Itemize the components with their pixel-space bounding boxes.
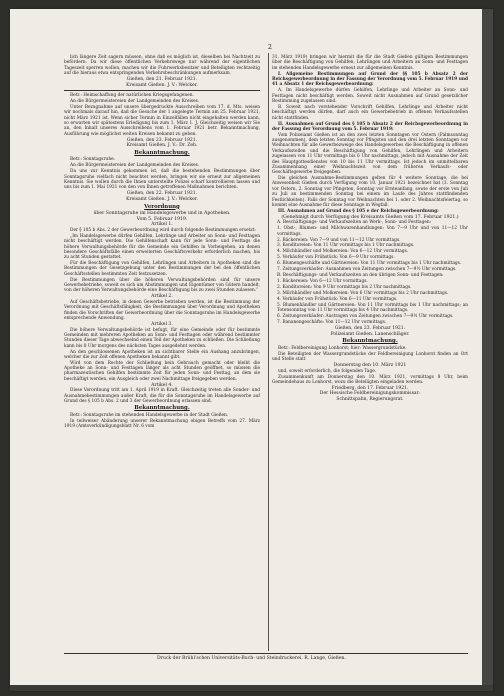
list-item: 3. Konditoreien: Von 11 Uhr vormittags bis 1 Uhr nachmittags. [277, 243, 415, 249]
paragraph: An den geschlossenen Apotheken ist an sichtbarer Stelle ein Aushang anzubringen, welcher die zur Zeit offenen Apotheken bekannt gibt. [64, 349, 260, 360]
signature-line: Gießen, den 22. Februar 1921. [126, 191, 198, 197]
paragraph: Wird von dem Rechte der Schließung kein Gebrauch gemacht oder bleibt die Apotheke an Sonn- und Festtagen länger als acht Stunden geöffnet, so müssen die pharmazeutischen Gehilfen bestimmte Zeit für jeden Sonn- und Festtag, an dem sie beschäftigt werden, ein Ausgleich oder zwei Nachmittage freigegeben werden. [64, 360, 260, 382]
signature-line: Kreisamt Gießen. J. V.: Welcker. [126, 196, 198, 202]
paragraph: Betr.: Sonntagsruhe. [70, 157, 115, 163]
section-heading: Bekanntmachung. [134, 405, 190, 412]
section-heading: Bekanntmachung. [134, 149, 190, 156]
list-item: 1. Bäckereien: Von 6—12 Uhr vormittags. [277, 279, 368, 285]
list-item: 5. Blumenhändler und Gärtnereien: Von 11 Uhr vormittags bis 1 Uhr nachmittags; an Totensonntag von 11 Uhr vormittags bis 4 Uhr nachmittags. [277, 302, 468, 314]
paragraph: Betr.: Heimschaffung der natürlichen Kriegsgefangenen. [70, 93, 194, 99]
exception-list [272, 220, 468, 325]
paragraph: „Im Handelsgewerbe dürfen Gehilfen, Lehrlinge und Arbeiter an Sonn- und Festtagen nicht beschäftigt werden. Die Gehilfenschaft kann für jede Sonn- und Festtags die höhere Verwaltungsbehörde für die Gemeinde ein Gehilfen in Vorbeigehen, an denen besondere Geschäftsfälle einen erweiterten Geschäftsverkehr erforderlich machen, bis zu acht Stunden gestattet. [64, 233, 260, 261]
right-column [272, 55, 468, 403]
signature-line: Kreisamt Gießen. J. V.: Welcker. [126, 82, 198, 88]
list-item: 7. Bananengeschäfte: Von 11—12 Uhr vormittags. [277, 320, 387, 326]
signature-line: Polizeiamt Gießen. Lanenschläger. [330, 331, 410, 337]
binding-edge-right [482, 9, 493, 691]
sub-heading: Artikel 2. [151, 294, 173, 300]
list-item: 4. Verkäufer von Frühstück: Von 6—11 Uhr vormittags. [277, 296, 398, 302]
sub-heading: Artikel 4. [151, 382, 173, 388]
document-page [10, 9, 493, 691]
paragraph: II. Ausnahmen auf Grund des § 105 b Absatz 2 der Reichsgewerbeordnung in der Fassung der Verordnung vom 5. Februar 1919: [272, 121, 468, 132]
paragraph: Die Beteiligten der Wassergrundstücke der Feldbereinigung Lonhorst finden an Ort und Stelle statt [272, 351, 468, 363]
signature-line: Kreisamt Gießen. J. V.: Dr. Zeh. [126, 143, 198, 149]
signature-line: Gießen, den 21. Februar 1921. [126, 76, 198, 82]
page-number: 2 [267, 43, 273, 51]
paragraph: A. Im Handelsgewerbe dürfen Gehilfen, Lehrlinge und Arbeiter an Sonn- und Festtagen nicht beschäftigt werden. Soweit nicht Ausnahmen auf Grund gesetzlicher Bestimmung zugelassen sind. [272, 88, 468, 104]
list-item: B. Beschäftigungs- und Verkaufszeiten an den übrigen Sonn- und Festtagen: [277, 273, 444, 279]
section-heading: Bekanntmachung. [342, 338, 398, 345]
paragraph: Die höhere Verwaltungsbehörde ist befugt, für eine Gemeinde oder für bestimmte Gemeinden mit mehreren Apotheken an Sonn- und Festtagen oder während bestimmter Stunden dieser Tage abwechselnd einen Teil der Apotheken zu schließen. Die Schließung kann bis 8 Uhr morgens des nächsten Tages ausgedehnt werden. [64, 327, 260, 349]
paragraph: Betr.: Feldbereinigung Lonhorst; hier: Wassergrundstücke. [278, 345, 407, 351]
paragraph: und, soweit erforderlich, die folgenden Tage. [278, 368, 377, 374]
paragraph: B. Soweit nach vorstehender Vorschrift Gehilfen, Lehrlinge und Arbeiter nicht beschäftigt werden dürfen, darf auch ein Gewerbebetrieb in offenen Verkaufsstellen nicht stattfinden. [272, 104, 468, 121]
paragraph: An die Bürgermeistereien der Landgemeinden des Kreises. [70, 163, 200, 169]
paragraph: Der § 105 b Abs. 2 der Gewerbeordnung wird durch folgende Bestimmungen ersetzt: [70, 227, 256, 233]
paragraph: III. Ausnahmen auf Grund des § 105 e der Reichsgewerbeordnung: [278, 208, 439, 214]
paragraph: An die Bürgermeistereien der Landgemeinden des Kreises. [70, 99, 200, 105]
sub-heading: Artikel 1. [151, 222, 173, 228]
paragraph: Für die Beschäftigung von Gehilfen, Lehrlingen und Arbeitern in Apotheken sind die Bestimmungen der Gesetzgebung unter den Bestimmungen der bei den öffentlichen Geschäftsstellen bestimmten Zeit festzusetzen. [64, 261, 260, 277]
binding-edge-bottom [10, 685, 493, 691]
list-item: 3. Milchhändler und Molkereien: Von 6 Uhr vormittags bis 2 Uhr nachmittags. [277, 290, 449, 296]
list-item: 6. Zeitungsverkäufer: Austragen von Zeitungen zwischen 7—9½ Uhr vormittags. [277, 314, 454, 320]
signature-line: Der Hessische Feldbereinigungskommissar: [319, 391, 421, 397]
signature-line: Gießen, den 23. Februar 1921. [126, 137, 198, 143]
footer-rule [64, 653, 468, 654]
signature-line: Gießen, den 23. Februar 1921. [334, 326, 406, 331]
sub-heading: Donnerstag den 10. März 1921 [333, 363, 407, 368]
paragraph: Diese Verordnung tritt am 1. April 1919 in Kraft. Gleichzeitig treten alle Sonder- und Ausnahmebestimmungen außer Kraft, die für die Sonntagsruhe im Handelsgewerbe auf Grund des § 105 b Abs. 2 und 3 der Gewerbeordnung erlassen sind. [64, 388, 260, 405]
paragraph: Die Bestimmungen über die höheren Verwaltungsbehörden sind für unsere Gewerbebetriebe, soweit es sich um Abstimmungen und Eigentümer von Gütern handelt, von der höheren Verwaltungsbehörde eine Beschäftigung bis zu zwei Stunden zulassen.“ [64, 277, 260, 294]
paragraph: Vom Polizeiamt Gießen ist an den zwei letzten Sonntagen vor Ostern (Palmsonntag ausgenommen), dem letzten Sonntag vor Pfingsten und den drei letzten Sonntagen vor Weihnachten für alle Gewerbezweige des Handelsgewerbes die Beschäftigung in offenen Verkaufsstellen und die Beschäftigung von Gehilfen, Lehrlingen und Arbeitern zugelassen von 11 Uhr vormittags bis 6 Uhr nachmittags, jedoch mit Ausnahme der Zeit des Hauptgottesdienstes von 10 bis 11 Uhr vormittags. Ist jedoch im unmittelbaren Zusammenhang einer Weihnachtszeit von dem früheren Verkaufs- oder Geschäftsgewerbe freigegeben. [272, 132, 468, 176]
list-item: 1. Obst-, Blumen- und Milchwarenhandlungen: Von 7—9 Uhr und von 11—12 Uhr vormittags. [277, 226, 468, 237]
signature-line: Friedberg, den 17. Februar 1921. [331, 385, 409, 391]
printer-imprint: Druck der Brühl’schen Universitäts-Buch- und Steindruckerei. R. Lange, Gießen. [157, 656, 346, 661]
sub-heading: Artikel 3. [151, 321, 173, 327]
list-item: 4. Milchhändler und Molkereien: Von 6—12 Uhr vormittags. [277, 249, 409, 255]
column-divider [268, 53, 269, 651]
paragraph: Die gleichen Ausnahme-Bestimmungen gelten für 4 weitere Sonntage, die bei Anwesenheit Gießen durch Verfügung vom 10. Januar 1921 bezeichnet hat (3. Sonntag vor Ostern, 2. Sonntag vor Pfingsten, Sonntag vor Ernteanfang, sowie der erste von Juli zu Juli an bestimmenden Sonntag bei einem im Laufe des Jahres stattfindenden Festlichkeiten). Falls der Sonntag vor Weihnachten bei 1. oder 2. Weihnachtsfeiertag, so kommt eine Ausnahme für diese Sonntage in Wegfall. [272, 176, 468, 208]
section-rule [64, 90, 260, 91]
paragraph: Auf Geschäftsbetriebe, in denen Gewerbe betrieben werden, ist die Bestimmung der Verordnung mit Geschäftsfähigkeit, die Bestimmungen über Verordnung und Apotheken finden die Vorschriften der Gewerbeordnung über die Sonntagsruhe im Handelsgewerbe entsprechende Anwendung. [64, 299, 260, 321]
sub-heading: (Genehmigt durch Verfügung des Kreisamts Gießen vom 17. Februar 1921.) [281, 214, 459, 220]
section-heading: Verordnung [144, 203, 180, 210]
list-item: 5. Verkäufer von Frühstück: Von 6—9 Uhr vormittags. [277, 255, 395, 261]
sub-heading: über Sonntagsruhe im Handelsgewerbe und in Apotheken. [93, 211, 231, 217]
paragraph: Da uns zur Kenntnis gekommen ist, daß die bestehenden Bestimmungen über Sonntagsruhe vielfach nicht beachtet werden, bringen wir sie erneut zur allgemeinen Kenntnis. Sie wollen durch die Ihnen unterstellte Polizei scharf kontrollieren lassen und uns bis zum 1. Mai 1921 von den von Ihnen getroffenen Maßnahmen berichten. [64, 169, 260, 191]
paragraph: Unter Bezugnahme auf unsere übergedruckte Ausschreiben vom 17. d. Mts. weisen wir nochmals darauf hin, daß die Gesuche der 1 angelegte Termin am 25. Februar 1921, nicht März 1921 ist. Wenn sicher Termin in Einzelfällen nicht eingehalten werden kann, so erwarten wir spätestens Erledigung bis zum 1. März 1. J. Gleichzeitig weisen wir Sie an, den Inhalt unseres Ausschreibens vom 1. Februar 1921 betr. Bekanntmachung, Ausführung wie möglichst weiten Kreisen bekannt zu geben. [64, 105, 260, 137]
paragraph: Zusammenkunft am Donnerstag den 10. März 1921, vormittags 8 Uhr, beim Gemeindehaus zu Lonhorst, wozu die Beteiligten eingeladen werden. [272, 374, 468, 385]
list-item: A. Beschäftigungs- und Verkaufszeiten an Werk-, Sonn- und Festtagen: [277, 220, 432, 226]
sub-heading: Vom 5. Februar 1919. [136, 216, 188, 222]
list-item: 2. Bäckereien: Von 7—9 und von 11—12 Uhr vormittags. [277, 237, 401, 243]
paragraph: 31. März 1919) bringen wir hiermit die für die Stadt Gießen gültigen Bestimmungen über die Beschäftigung von Gehilfen, Lehrlingen und Arbeitern an Sonn- und Festtagen im stehenden Handelsgewerbe erneut zur allgemeinen Kenntnis. [272, 55, 468, 71]
list-item: 2. Konditoreien: Von 9 Uhr vormittags bis 2 Uhr nachmittags. [277, 285, 412, 291]
left-column [64, 55, 260, 430]
paragraph: lich längere Zeit sagern müssen, ohne daß es möglich ist, dieselben bei Nachtzeit zu befördern. Da wir diese öffentlichen Verkehrswege nur während der eigentlichen Tageszeit sperren wollen, machen wir die Fuhrwerksbesitzer und Beteiligten rechtzeitig auf die hieraus etwa entspringenden Verkehrsbeschränkungen aufmerksam. [64, 55, 260, 77]
paragraph: In teilweiser Abänderung unserer Bekanntmachung obigen Betreffs vom 27. März 1919 (Amtsverkündigungsblatt Nr. 6 vom [64, 418, 260, 430]
list-item: 7. Zeitungsverkäufer: Ausnahmen von Zeitungen zwischen 7—9½ Uhr vormittags. [277, 267, 457, 273]
signature-line: Schnittspahn, Regierungsrat. [336, 397, 404, 402]
paragraph: I. Allgemeine Bestimmungen auf Grund der §§ 105 b Absatz 2 der Reichsgewerbeordnung in der Fassung der Verordnung vom 5. Februar 1919 und 41 a Absatz 1 der Reichsgewerbeordnung: [272, 71, 468, 88]
paragraph: Betr.: Sonntagsruhe im stehenden Handelsgewerbe in der Stadt Gießen. [70, 412, 229, 418]
list-item: 6. Blumengeschäfte und Gärtnereien: Von 11 Uhr vormittags bis 1 Uhr nachmittags. [277, 261, 462, 267]
